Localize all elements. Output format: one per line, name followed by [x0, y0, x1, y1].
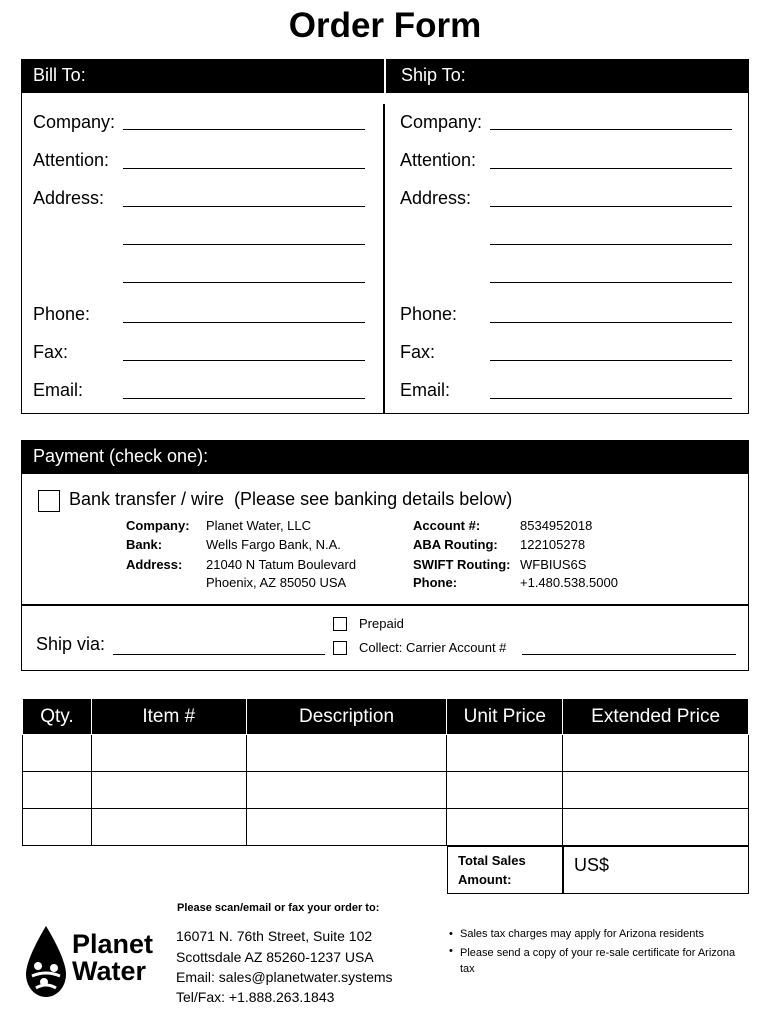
bank-aba-value: 122105278: [520, 537, 586, 552]
figure-head-1: [34, 962, 42, 970]
footer-email[interactable]: Email: sales@planetwater.systems: [176, 969, 393, 985]
logo-text-planet: Planet: [72, 929, 154, 959]
unit-price-cell[interactable]: [447, 772, 563, 809]
qty-cell[interactable]: [23, 809, 92, 846]
bill-address-field-3[interactable]: [123, 264, 365, 283]
item-cell[interactable]: [91, 809, 246, 846]
extended-price-cell[interactable]: [563, 735, 749, 772]
bank-phone-label: Phone:: [413, 575, 458, 590]
ship-address-field-3[interactable]: [490, 264, 732, 283]
total-label-line2: Amount:: [458, 872, 512, 887]
bank-transfer-checkbox[interactable]: [38, 490, 60, 512]
footer-address2: Scottsdale AZ 85260-1237 USA: [176, 949, 374, 965]
total-value[interactable]: US$: [574, 855, 610, 875]
footer-instruction: Please scan/email or fax your order to:: [177, 902, 380, 914]
bank-bank-label: Bank:: [126, 537, 163, 552]
logo-text-water: Water: [72, 956, 147, 986]
footer-note-2: Please send a copy of your re-sale certificate for Arizona tax: [460, 947, 736, 975]
bill-email-label: Email:: [33, 380, 84, 400]
unit-price-cell[interactable]: [447, 735, 563, 772]
bank-account-label: Account #:: [413, 518, 481, 533]
total-divider: [562, 846, 564, 894]
items-table: [22, 698, 749, 846]
ship-phone-field[interactable]: [490, 304, 732, 323]
col-qty: Qty.: [23, 699, 92, 735]
bank-swift-value: WFBIUS6S: [520, 557, 587, 572]
bank-swift-label: SWIFT Routing:: [413, 557, 511, 572]
footer-address1: 16071 N. 76th Street, Suite 102: [176, 928, 373, 944]
figure-head-2: [50, 964, 58, 972]
prepaid-checkbox[interactable]: [333, 617, 347, 631]
bill-ship-column-divider: [383, 104, 385, 414]
bank-address-line1: 21040 N Tatum Boulevard: [206, 557, 357, 572]
ship-to-header: Ship To:: [401, 65, 466, 85]
ship-fax-field[interactable]: [490, 342, 732, 361]
planet-water-logo-icon: [22, 924, 70, 1000]
bill-email-field[interactable]: [123, 380, 365, 399]
bank-address-line2: Phoenix, AZ 85050 USA: [206, 575, 347, 590]
qty-cell[interactable]: [23, 772, 92, 809]
bank-address-label: Address:: [126, 557, 183, 572]
bank-company-label: Company:: [126, 518, 190, 533]
bill-to-header: Bill To:: [33, 65, 86, 85]
bill-phone-field[interactable]: [123, 304, 365, 323]
item-cell[interactable]: [91, 772, 246, 809]
ship-attention-field[interactable]: [490, 150, 732, 169]
bank-account-value: 8534952018: [520, 518, 593, 533]
ship-address-field-2[interactable]: [490, 226, 732, 245]
bill-address-label: Address:: [33, 188, 105, 208]
description-cell[interactable]: [246, 735, 447, 772]
qty-cell[interactable]: [23, 735, 92, 772]
payment-divider: [21, 604, 749, 606]
ship-phone-label: Phone:: [400, 304, 458, 324]
col-item: Item #: [91, 699, 246, 735]
bank-transfer-option: Bank transfer / wire (Please see banking details below): [69, 489, 513, 509]
ship-company-label: Company:: [400, 112, 483, 132]
footer-note-bullet-2: •: [449, 945, 453, 957]
ship-company-field[interactable]: [490, 111, 732, 130]
ship-email-label: Email:: [400, 380, 451, 400]
carrier-account-field[interactable]: [522, 637, 736, 655]
ship-attention-label: Attention:: [400, 150, 477, 170]
col-description: Description: [246, 699, 447, 735]
table-row: [23, 809, 749, 846]
col-unit-price: Unit Price: [447, 699, 563, 735]
unit-price-cell[interactable]: [447, 809, 563, 846]
ship-email-field[interactable]: [490, 380, 732, 399]
bank-phone-value: +1.480.538.5000: [520, 575, 618, 590]
extended-price-cell[interactable]: [563, 809, 749, 846]
bill-company-label: Company:: [33, 112, 116, 132]
item-cell[interactable]: [91, 735, 246, 772]
bill-address-field-1[interactable]: [123, 188, 365, 207]
extended-price-cell[interactable]: [563, 772, 749, 809]
bank-company-value: Planet Water, LLC: [206, 518, 312, 533]
items-table-header-row: [23, 699, 749, 735]
bill-attention-label: Attention:: [33, 150, 110, 170]
bank-aba-label: ABA Routing:: [413, 537, 498, 552]
total-label-line1: Total Sales: [458, 853, 526, 868]
bill-address-field-2[interactable]: [123, 226, 365, 245]
table-row: [23, 772, 749, 809]
bill-attention-field[interactable]: [123, 150, 365, 169]
bill-fax-field[interactable]: [123, 342, 365, 361]
ship-address-field-1[interactable]: [490, 188, 732, 207]
page-title: Order Form: [288, 6, 482, 45]
col-extended-price: Extended Price: [563, 699, 749, 735]
prepaid-label: Prepaid: [359, 616, 404, 631]
ship-via-label: Ship via:: [36, 634, 106, 654]
bill-fax-label: Fax:: [33, 342, 69, 362]
footer-telfax: Tel/Fax: +1.888.263.1843: [176, 989, 335, 1005]
bill-company-field[interactable]: [123, 111, 365, 130]
collect-label: Collect: Carrier Account #: [359, 640, 507, 655]
ship-fax-label: Fax:: [400, 342, 436, 362]
bank-bank-value: Wells Fargo Bank, N.A.: [206, 537, 341, 552]
bill-ship-divider: [384, 59, 386, 93]
description-cell[interactable]: [246, 772, 447, 809]
footer-note-1: Sales tax charges may apply for Arizona residents: [460, 928, 704, 940]
footer-note-bullet-1: •: [449, 928, 453, 940]
bill-phone-label: Phone:: [33, 304, 91, 324]
collect-checkbox[interactable]: [333, 641, 347, 655]
description-cell[interactable]: [246, 809, 447, 846]
ship-address-label: Address:: [400, 188, 472, 208]
ship-via-field[interactable]: [113, 636, 325, 655]
payment-header: Payment (check one):: [33, 446, 209, 466]
table-row: [23, 735, 749, 772]
